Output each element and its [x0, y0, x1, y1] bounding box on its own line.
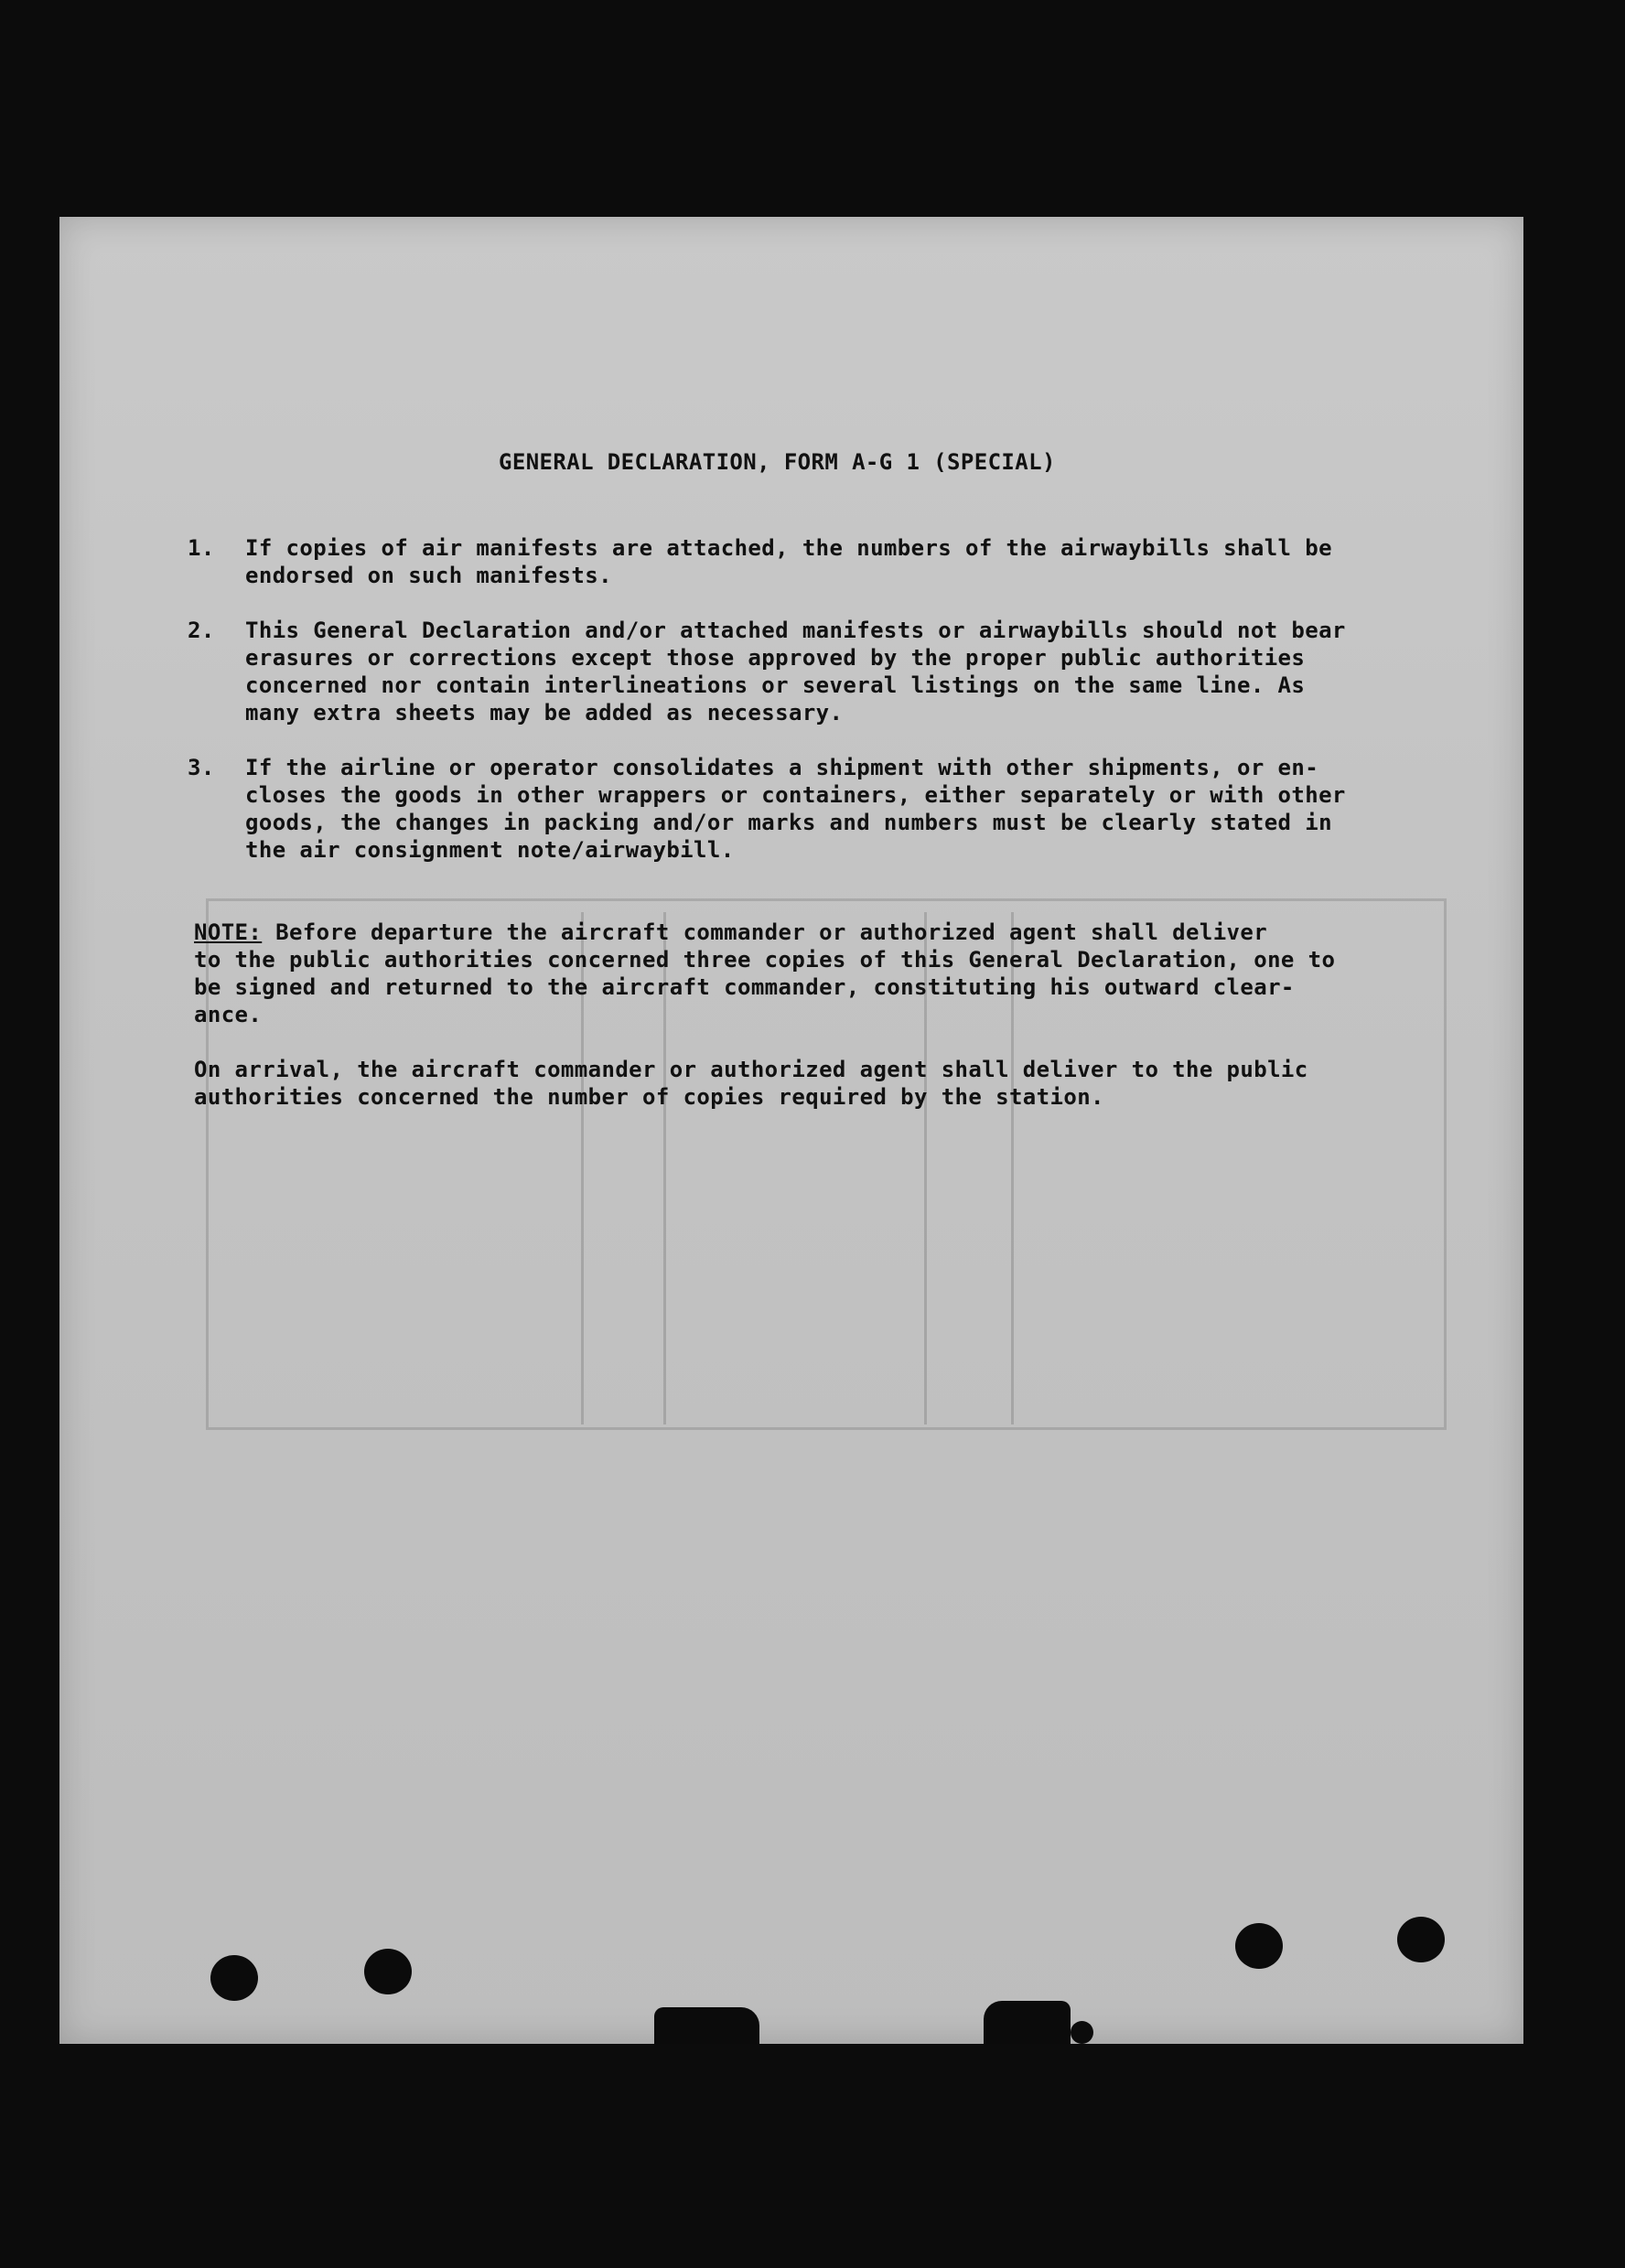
instruction-item-3 — [188, 754, 1469, 864]
item-number: 2. — [188, 618, 215, 643]
item-text: If the airline or operator consolidates a shipment with other shipments, or en- closes the goods in other wrappers or containers, either separately or with other goods, the changes in packing and/or marks and numbers must be clearly stated in the air consignment note/airwaybill. — [245, 755, 1346, 863]
punch-hole — [1397, 1917, 1445, 1962]
document-page — [59, 217, 1523, 2044]
item-text: If copies of air manifests are attached, the numbers of the airwaybills shall be endorsed on such manifests. — [245, 535, 1332, 588]
torn-edge — [984, 2001, 1071, 2044]
form-title: GENERAL DECLARATION, FORM A-G 1 (SPECIAL) — [499, 449, 1056, 475]
note-label: NOTE: — [194, 919, 263, 945]
item-number: 3. — [188, 755, 215, 780]
note-paragraph — [194, 919, 1466, 1028]
instruction-item-1 — [188, 534, 1469, 589]
item-text: This General Declaration and/or attached manifests or airwaybills should not bear erasures or corrections except those approved by the proper public authorities concerned nor contain interlineations or several listings on the same line. As many extra sheets may be added as necessary. — [245, 618, 1346, 726]
torn-edge — [1071, 2021, 1093, 2044]
punch-hole — [364, 1949, 412, 1994]
punch-hole — [1235, 1923, 1283, 1969]
item-number: 1. — [188, 535, 215, 561]
note-text: Before departure the aircraft commander or authorized agent shall deliver to the public authorities concerned three copies of this General Declaration, one to be signed and returned to the aircraft commander, constituting his outward clear- ance. — [194, 919, 1336, 1027]
instruction-item-2 — [188, 617, 1469, 726]
punch-hole — [210, 1955, 258, 2001]
arrival-paragraph: On arrival, the aircraft commander or authorized agent shall deliver to the public authorities concerned the number of copies required by the station. — [194, 1057, 1308, 1110]
torn-edge — [654, 2007, 759, 2044]
